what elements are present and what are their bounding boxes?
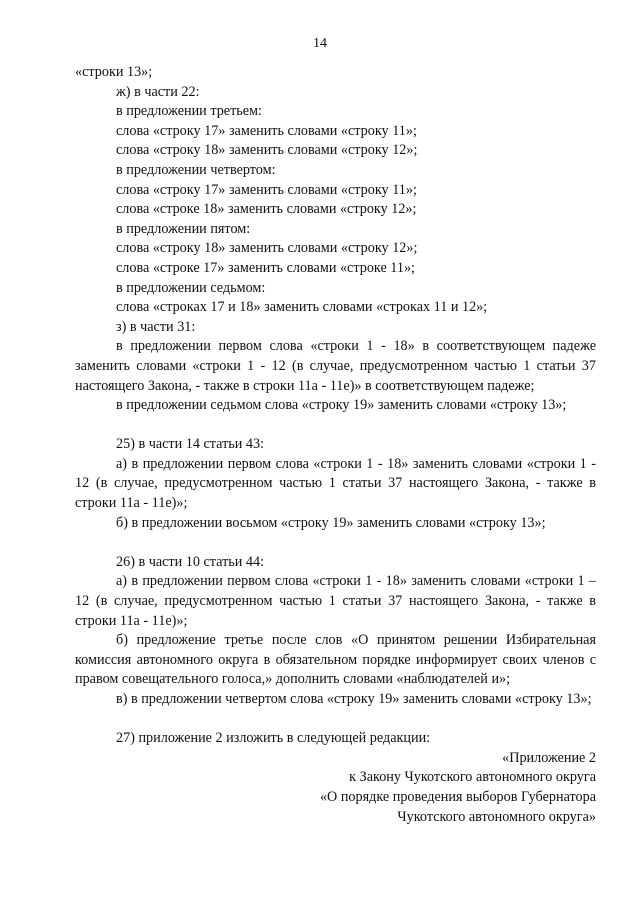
appendix-header-line: «О порядке проведения выборов Губернатора	[319, 788, 596, 805]
paragraph-gap	[75, 533, 596, 553]
appendix-header	[75, 749, 596, 827]
text-line: в предложении пятом:	[116, 220, 251, 237]
text-line: з) в части 31:	[116, 318, 196, 335]
text-line: ж) в части 22:	[116, 83, 200, 100]
text-line: слова «строках 17 и 18» заменить словами «строках 11 и 12»;	[116, 299, 488, 316]
text-line: слова «строке 17» заменить словами «строке 11»;	[116, 259, 415, 276]
paragraph: в предложении первом слова «строки 1 - 18» в соответствующем падеже заменить словами «строки 1 - 12 (в случае, предусмотренном частью 1 статьи 37 настоящего Закона, - также в строки 11а - 11е)» в соответствующем падеже;	[75, 338, 596, 394]
paragraph: а) в предложении первом слова «строки 1 - 18» заменить словами «строки 1 – 12 (в случае, предусмотренном частью 1 статьи 37 настоящего Закона, - также в строки 11а - 11е)»;	[75, 573, 596, 629]
text-line: слова «строке 18» заменить словами «строку 12»;	[116, 201, 417, 218]
text-line: в предложении четвертом:	[116, 161, 276, 178]
text-line: слова «строку 18» заменить словами «строку 12»;	[116, 240, 418, 257]
appendix-header-line: Чукотского автономного округа»	[397, 808, 596, 825]
paragraph: в) в предложении четвертом слова «строку 19» заменить словами «строку 13»;	[116, 691, 592, 707]
text-line: 26) в части 10 статьи 44:	[116, 553, 265, 570]
text-line: 25) в части 14 статьи 43:	[116, 436, 265, 453]
appendix-header-line: к Закону Чукотского автономного округа	[349, 769, 596, 786]
page-number: 14	[313, 36, 327, 51]
text-line: 27) приложение 2 изложить в следующей редакции:	[116, 730, 431, 747]
text-line: «строки 13»;	[75, 64, 153, 80]
text-line: слова «строку 17» заменить словами «строку 11»;	[116, 122, 417, 139]
text-line: в предложении третьем:	[116, 103, 262, 120]
text-line: в предложении седьмом:	[116, 279, 266, 296]
paragraph: б) предложение третье после слов «О принятом решении Избирательная комиссия автономного округа в обязательном порядке информирует своих членов с правом совещательного голоса,» дополнить словами «наблюдателей и»;	[75, 632, 596, 688]
paragraph-gap	[75, 710, 596, 730]
appendix-header-line: «Приложение 2	[502, 749, 596, 766]
text-line: слова «строку 18» заменить словами «строку 12»;	[116, 142, 418, 159]
paragraph-gap	[75, 416, 596, 436]
text-line: б) в предложении восьмом «строку 19» заменить словами «строку 13»;	[116, 514, 546, 531]
document-body	[75, 63, 596, 827]
text-line: в предложении седьмом слова «строку 19» заменить словами «строку 13»;	[116, 397, 567, 414]
text-line: слова «строку 17» заменить словами «строку 11»;	[116, 181, 417, 198]
paragraph: а) в предложении первом слова «строки 1 - 18» заменить словами «строки 1 - 12 (в случае, предусмотренном частью 1 статьи 37 настоящего Закона, - также в строки 11а - 11е)»;	[75, 455, 596, 512]
